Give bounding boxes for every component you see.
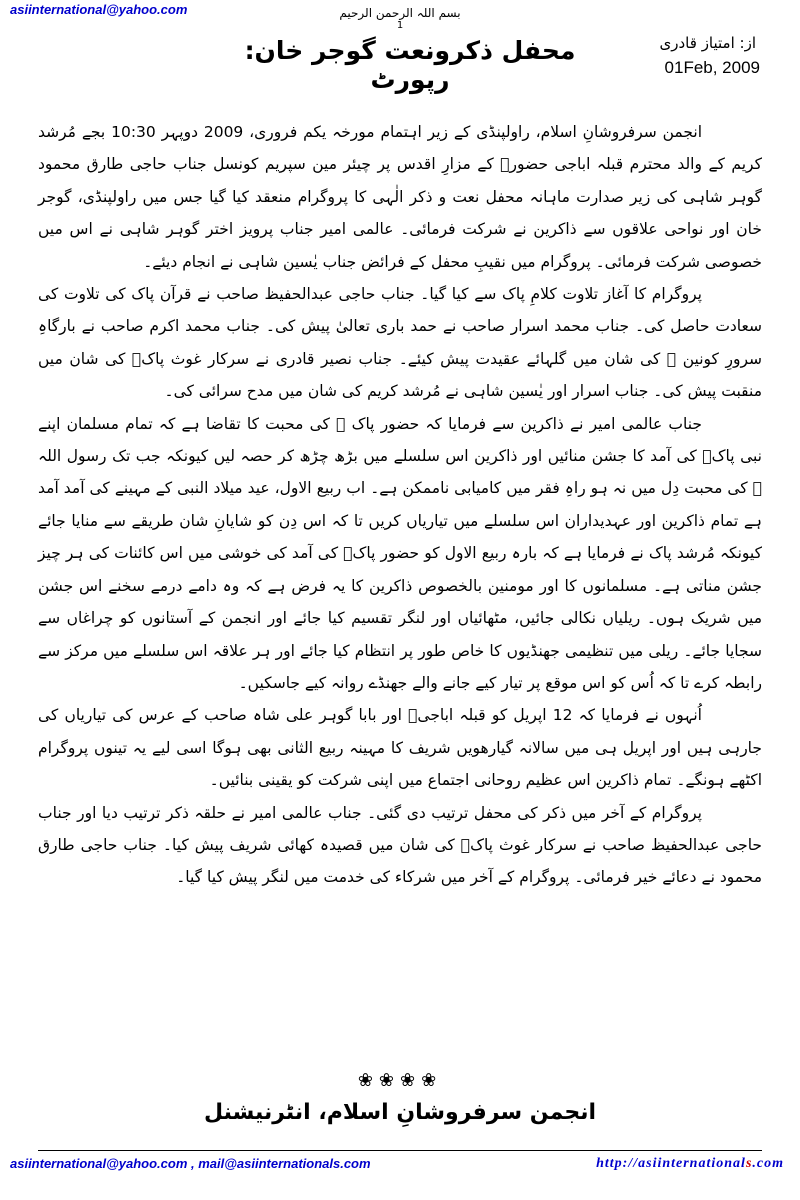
- url-prefix: http://asiinternational: [596, 1156, 746, 1171]
- footer-url[interactable]: [596, 1156, 784, 1172]
- paragraph: جناب عالمی امیر نے ذاکرین سے فرمایا کہ حضور پاک ﷺ کی محبت کا تقاضا ہے کہ تمام مسلمان اپنے نبی پاکؐ کی آمد کا جشن منائیں اور ذاکرین اس سلسلے میں بڑھ چڑھ کر حصہ لیں کیونکہ جب تک رسول اللہ ﷺ کی محبت دِل میں نہ ہو راہِ فقر میں کامیابی ناممکن ہے۔ اب ربیع الاول، عید میلاد النبی کے مہینے کی آمد آمد ہے تمام ذاکرین اور عہدیداران اس سلسلے میں تیاریاں کریں تا کہ اس دِن کو شایانِ شان طریقے سے منایا جائے کیونکہ مُرشد پاک نے فرمایا ہے کہ بارہ ربیع الاول کو حضور پاکؐ کی آمد کی خوشی میں اس کائنات کی ہر چیز جشن مناتی ہے۔ مسلمانوں کا اور مومنین بالخصوص ذاکرین کا یہ فرض ہے کہ وہ دامے درمے سخنے اس جشن میں شریک ہوں۔ ریلیاں نکالی جائیں، مٹھائیاں اور لنگر تقسیم کیا جائے اور انجمن کے آستانوں کو چراغاں سے سجایا جائے۔ ریلی میں تنظیمی جھنڈیوں کا خاص طور پر انتظام کیا جائے اور ہر علاقہ اس سلسلے میں مرکز سے رابطہ کرے تا کہ اُس کو اس موقع پر تیار کیے جانے والے جھنڈے روانہ کیے جاسکیں۔: [38, 414, 762, 692]
- footer-emails[interactable]: asiinternational@yahoo.com , mail@asiinternationals.com: [10, 1156, 371, 1171]
- url-suffix: .com: [752, 1156, 784, 1171]
- page-number: 1: [396, 20, 404, 31]
- paragraph: اُنہوں نے فرمایا کہ 12 اپریل کو قبلہ اباجیؒ اور بابا گوہر علی شاہ صاحب کے عرس کی تیاریاں کی جارہی ہیں اور اپریل ہی میں سالانہ گیارھویں شریف کا مہینہ ربیع الثانی بھی ہوگا اسی لیے یہ تینوں پروگرام اکٹھے ہونگے۔ تمام ذاکرین اس عظیم روحانی اجتماع میں اپنی شرکت کو یقینی بنائیں۔: [38, 706, 762, 790]
- flower-ornaments: ❀❀❀❀: [357, 1070, 443, 1091]
- page-title: محفل ذکرونعت گوجر خان: رپورٹ: [244, 36, 576, 94]
- organization-name: انجمن سرفروشانِ اسلام، انٹرنیشنل: [203, 1100, 596, 1125]
- date: 01Feb, 2009: [664, 58, 760, 77]
- header-email[interactable]: asiinternational@yahoo.com: [10, 2, 188, 17]
- url-highlight: s: [745, 1156, 753, 1171]
- paragraph: پروگرام کا آغاز تلاوت کلامِ پاک سے کیا گیا۔ جناب حاجی عبدالحفیظ صاحب نے قرآن پاک کی تلاوت کی سعادت حاصل کی۔ جناب محمد اسرار صاحب نے حمد باری تعالیٰ پیش کی۔ جناب محمد اکرم صاحب نے بارگاہِ سرورِ کونین ﷺ کی شان میں گلہائے عقیدت پیش کیئے۔ جناب نصیر قادری نے سرکار غوث پاکؒ کی شان میں منقبت پیش کی۔ جناب اسرار اور یٰسین شاہی نے مُرشد کریم کی شان میں مدح سرائی کی۔: [38, 285, 762, 401]
- paragraph: پروگرام کے آخر میں ذکر کی محفل ترتیب دی گئی۔ جناب عالمی امیر نے حلقہ ذکر ترتیب دیا اور جناب حاجی عبدالحفیظ صاحب نے سرکار غوث پاکؒ کی شان میں قصیدہ کھائی شریف پیش کیا۔ جناب حاجی طارق محمود نے دعائے خیر فرمائی۔ پروگرام کے آخر میں شرکاء کی خدمت میں لنگر پیش کیا گیا۔: [38, 803, 762, 887]
- bismillah: بسم اللہ الرحمن الرحیم: [339, 6, 461, 20]
- author: از: امتیاز قادری: [659, 34, 756, 52]
- paragraph: انجمن سرفروشانِ اسلام، راولپنڈی کے زیر اہتمام مورخہ یکم فروری، 2009 دوپہر 10:30 بجے مُرشد کریم کے والد محترم قبلہ اباجی حضورؒ کے مزارِ اقدس پر چیئر مین سپریم کونسل جناب حاجی طارق محمود گوہر شاہی کی زیر صدارت ماہانہ محفل نعت و ذکر الٰہی کا پروگرام منعقد کیا گیا جس میں راولپنڈی، گوجر خان اور نواحی علاقوں سے ذاکرین نے شرکت فرمائی۔ عالمی امیر جناب پرویز اختر گوہر شاہی نے اس میں خصوصی شرکت فرمائی۔ پروگرام میں نقیبِ محفل کے فرائض جناب یٰسین شاہی نے انجام دیئے۔: [38, 123, 762, 271]
- footer-divider: [38, 1150, 762, 1151]
- report-body: [38, 116, 762, 894]
